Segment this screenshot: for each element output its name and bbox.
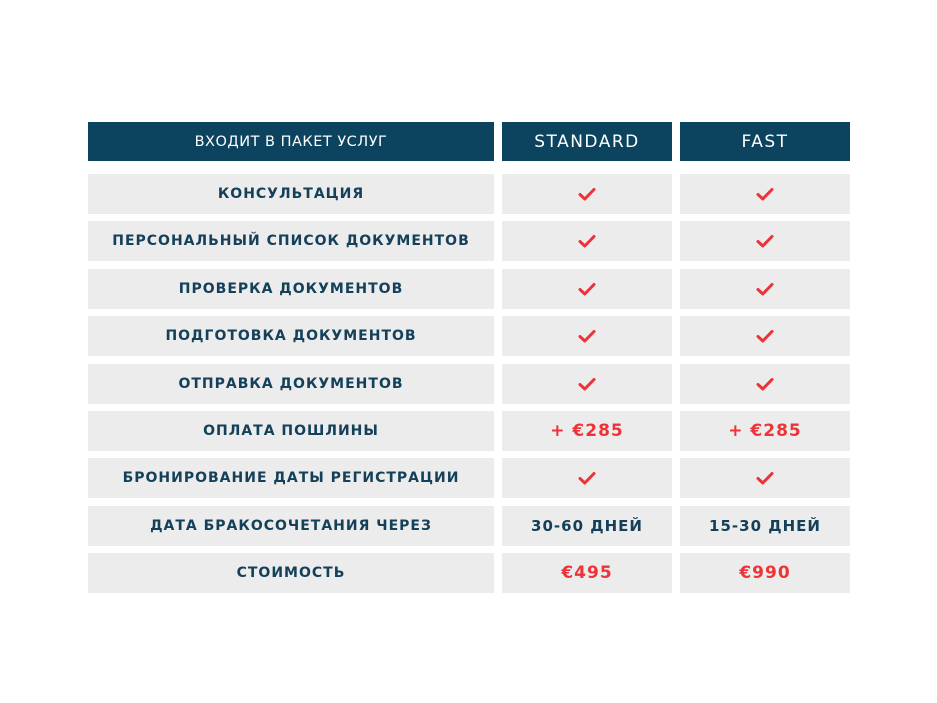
table-row-document-prep [88, 316, 850, 356]
feature-label: ОПЛАТА ПОШЛИНЫ [203, 422, 379, 439]
check-icon [756, 377, 774, 391]
check-icon [578, 234, 596, 248]
check-icon [578, 329, 596, 343]
check-icon [756, 329, 774, 343]
feature-label: ОТПРАВКА ДОКУМЕНТОВ [178, 375, 404, 392]
check-icon [578, 282, 596, 296]
days-standard: 30-60 ДНЕЙ [531, 516, 643, 535]
check-icon [578, 187, 596, 201]
table-row-fee [88, 411, 850, 451]
days-fast: 15-30 ДНЕЙ [709, 516, 821, 535]
header-standard: STANDARD [502, 122, 672, 161]
price-standard: €495 [561, 563, 613, 584]
feature-label: ПОДГОТОВКА ДОКУМЕНТОВ [165, 328, 417, 345]
table-row-consultation [88, 174, 850, 214]
table-row-price [88, 553, 850, 593]
table-row-document-list [88, 221, 850, 261]
table-row-document-send [88, 364, 850, 404]
check-icon [756, 234, 774, 248]
check-icon [756, 471, 774, 485]
fee-fast: + €285 [728, 420, 802, 441]
feature-label: ПЕРСОНАЛЬНЫЙ СПИСОК ДОКУМЕНТОВ [112, 233, 470, 250]
table-row-document-check [88, 269, 850, 309]
table-row-booking [88, 458, 850, 498]
table-header [88, 122, 850, 161]
header-features: ВХОДИТ В ПАКЕТ УСЛУГ [88, 122, 494, 161]
check-icon [756, 187, 774, 201]
header-fast: FAST [680, 122, 850, 161]
table-row-wedding-date [88, 506, 850, 546]
feature-label: ПРОВЕРКА ДОКУМЕНТОВ [178, 280, 404, 297]
check-icon [756, 282, 774, 296]
pricing-table [88, 122, 850, 601]
check-icon [578, 471, 596, 485]
feature-label: КОНСУЛЬТАЦИЯ [217, 186, 365, 202]
feature-label: ДАТА БРАКОСОЧЕТАНИЯ ЧЕРЕЗ [150, 517, 432, 534]
price-fast: €990 [739, 563, 791, 584]
feature-label: БРОНИРОВАНИЕ ДАТЫ РЕГИСТРАЦИИ [122, 470, 460, 487]
fee-standard: + €285 [550, 420, 624, 441]
feature-label: СТОИМОСТЬ [236, 565, 346, 582]
check-icon [578, 377, 596, 391]
